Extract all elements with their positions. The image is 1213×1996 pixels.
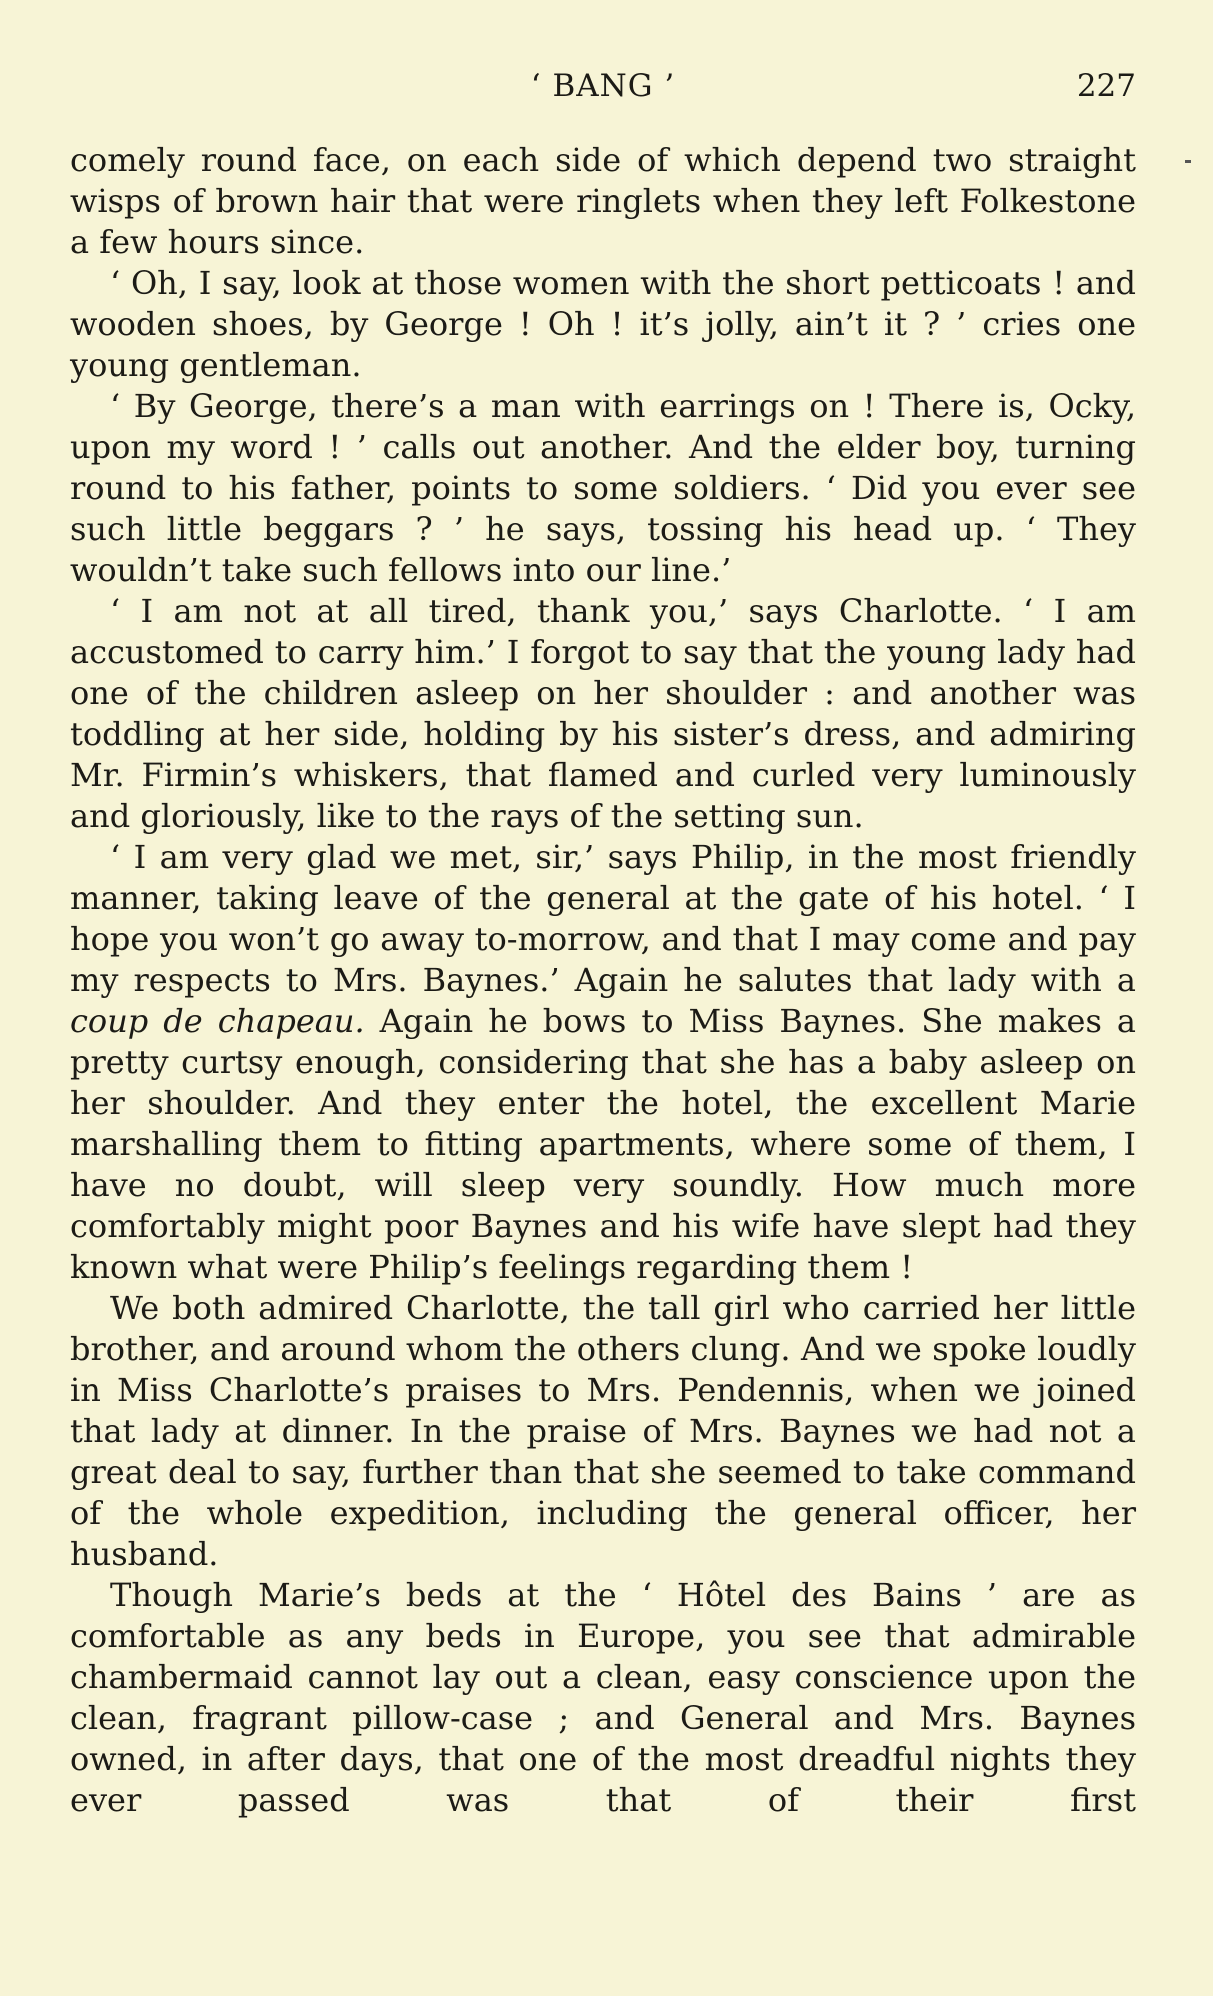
running-title: ‘ BANG ’	[530, 68, 676, 104]
paragraph-5-italic: coup de chapeau.	[70, 1002, 365, 1040]
body-text	[70, 140, 1136, 1821]
running-head	[70, 64, 1136, 108]
paragraph-1: comely round face, on each side of which depend two straight wisps of brown hair that were ringlets when they left Folkestone a few hours since.	[70, 141, 1136, 261]
paragraph-5	[70, 837, 1136, 1288]
paragraph-7: Though Marie’s beds at the ‘ Hôtel des Bains ’ are as comfortable as any beds in Europe, you see that admirable chambermaid cannot lay out a clean, easy conscience upon the clean, fragrant pillow-case ; and General and Mrs. Baynes owned, in after days, that one of the most dreadful nights they ever passed was that of their first	[70, 1576, 1136, 1819]
paragraph-6: We both admired Charlotte, the tall girl who carried her little brother, and around whom the others clung. And we spoke loudly in Miss Charlotte’s praises to Mrs. Pendennis, when we joined that lady at dinner. In the praise of Mrs. Baynes we had not a great deal to say, further than that she seemed to take command of the whole expedition, including the general officer, her husband.	[70, 1289, 1136, 1573]
stray-ink-mark	[1185, 160, 1191, 163]
book-page	[70, 0, 1136, 1996]
paragraph-4: ‘ I am not at all tired, thank you,’ says Charlotte. ‘ I am accustomed to carry him.’ I forgot to say that the young lady had one of the children asleep on her shoulder : and another was toddling at her side, holding by his sister’s dress, and admiring Mr. Firmin’s whiskers, that flamed and curled very luminously and gloriously, like to the rays of the setting sun.	[70, 592, 1136, 835]
paragraph-5-text-a: ‘ I am very glad we met, sir,’ says Philip, in the most friendly manner, taking leave of the general at the gate of his hotel. ‘ I hope you won’t go away to-morrow, and that I may come and pay my respects to Mrs. Baynes.’ Again he salutes that lady with a	[70, 838, 1136, 999]
paragraph-3: ‘ By George, there’s a man with earrings on ! There is, Ocky, upon my word ! ’ calls out another. And the elder boy, turning round to his father, points to some soldiers. ‘ Did you ever see such little beggars ? ’ he says, tossing his head up. ‘ They wouldn’t take such fellows into our line.’	[70, 387, 1136, 589]
paragraph-2: ‘ Oh, I say, look at those women with the short petticoats ! and wooden shoes, by George ! Oh ! it’s jolly, ain’t it ? ’ cries one young gentleman.	[70, 264, 1136, 384]
paragraph-5-text-b: Again he bows to Miss Baynes. She makes a pretty curtsy enough, considering that she has a baby asleep on her shoulder. And they enter the hotel, the excellent Marie marshalling them to fitting apartments, where some of them, I have no doubt, will sleep very soundly. How much more comfortably might poor Baynes and his wife have slept had they known what were Philip’s feelings regarding them !	[70, 1002, 1137, 1286]
page-number: 227	[1076, 68, 1136, 104]
